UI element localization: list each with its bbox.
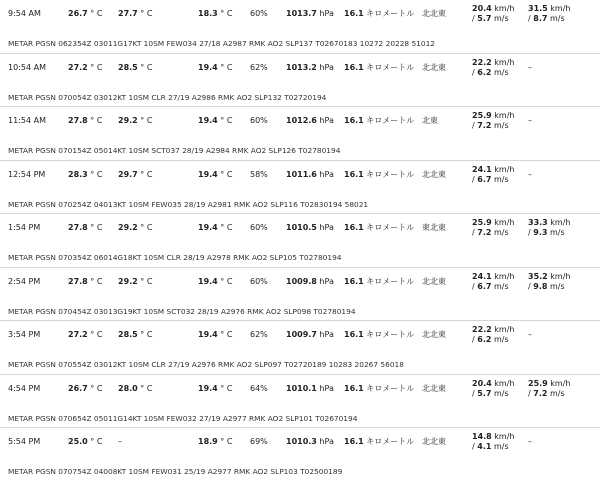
observation-row — [0, 54, 600, 106]
observation-values — [0, 0, 600, 28]
wind-direction-cell: 北東 — [422, 116, 438, 125]
feels-like-cell: 27.7 ° C — [118, 9, 153, 18]
visibility-cell: 16.1 キロメートル — [344, 9, 415, 18]
time-cell: 10:54 AM — [8, 62, 46, 72]
observation-values — [0, 375, 600, 403]
temperature-cell: 28.3 ° C — [68, 169, 103, 179]
time-cell: 12:54 PM — [8, 169, 46, 179]
wind-direction-cell: 北北東 — [422, 330, 446, 339]
metar-report: METAR PGSN 062354Z 03011G17KT 10SM FEW034 27/18 A2987 RMK AO2 SLP137 T02670183 10272 20228 51012 — [8, 39, 435, 48]
visibility-cell: 16.1 キロメートル — [344, 116, 415, 125]
humidity-cell: 62% — [250, 330, 268, 339]
metar-report: METAR PGSN 070354Z 06014G18KT 10SM CLR 28/19 A2978 RMK AO2 SLP105 T02780194 — [8, 253, 342, 262]
feels-like-cell: 28.5 ° C — [118, 330, 153, 339]
wind-gust-cell: 31.5 km/h / 8.7 m/s — [528, 4, 571, 23]
dew-point-cell: 19.4 ° C — [198, 62, 233, 72]
wind-speed-cell: 20.4 km/h / 5.7 m/s — [472, 378, 515, 398]
wind-direction-cell: 北北東 — [422, 62, 446, 72]
wind-speed-cell: 22.2 km/h / 6.2 m/s — [472, 325, 515, 344]
metar-report: METAR PGSN 070754Z 04008KT 10SM FEW031 25/19 A2977 RMK AO2 SLP103 T02500189 — [8, 467, 343, 476]
wind-gust-cell: 25.9 km/h / 7.2 m/s — [528, 378, 571, 398]
pressure-cell: 1009.7 hPa — [286, 330, 334, 339]
wind-direction-cell: 北北東 — [422, 383, 446, 393]
feels-like-cell: – — [118, 437, 122, 446]
temperature-cell: 27.2 ° C — [68, 330, 103, 339]
metar-report: METAR PGSN 070154Z 05014KT 10SM SCT037 28/19 A2984 RMK AO2 SLP126 T02780194 — [8, 146, 341, 155]
wind-gust-cell: – — [528, 169, 532, 179]
observation-row — [0, 214, 600, 266]
visibility-cell: 16.1 キロメートル — [344, 223, 415, 232]
wind-speed-cell: 25.9 km/h / 7.2 m/s — [472, 218, 515, 237]
observation-values — [0, 428, 600, 456]
pressure-cell: 1011.6 hPa — [286, 169, 334, 179]
observation-values — [0, 321, 600, 349]
pressure-cell: 1012.6 hPa — [286, 116, 334, 125]
metar-report: METAR PGSN 070454Z 03013G19KT 10SM SCT032 28/19 A2976 RMK AO2 SLP098 T02780194 — [8, 306, 356, 316]
wind-direction-cell: 北北東 — [422, 169, 446, 179]
feels-like-cell: 28.5 ° C — [118, 62, 153, 72]
humidity-cell: 60% — [250, 276, 268, 286]
wind-direction-cell: 東北東 — [422, 223, 446, 232]
metar-report: METAR PGSN 070554Z 03012KT 10SM CLR 27/19 A2976 RMK AO2 SLP097 T02720189 10283 20267 56018 — [8, 360, 404, 369]
feels-like-cell: 29.2 ° C — [118, 276, 153, 286]
pressure-cell: 1010.5 hPa — [286, 223, 334, 232]
temperature-cell: 27.8 ° C — [68, 223, 103, 232]
time-cell: 4:54 PM — [8, 383, 41, 393]
time-cell: 11:54 AM — [8, 116, 46, 125]
observation-row — [0, 321, 600, 373]
observation-row — [0, 268, 600, 320]
observation-row — [0, 161, 600, 213]
wind-gust-cell: – — [528, 116, 532, 125]
wind-speed-cell: 14.8 km/h / 4.1 m/s — [472, 432, 515, 451]
observation-values — [0, 107, 600, 135]
observation-values — [0, 161, 600, 189]
pressure-cell: 1013.2 hPa — [286, 62, 334, 72]
pressure-cell: 1009.8 hPa — [286, 276, 334, 286]
observation-row — [0, 428, 600, 480]
wind-speed-cell: 22.2 km/h / 6.2 m/s — [472, 57, 515, 77]
wind-direction-cell: 北北東 — [422, 437, 446, 446]
time-cell: 3:54 PM — [8, 330, 41, 339]
time-cell: 9:54 AM — [8, 9, 41, 18]
visibility-cell: 16.1 キロメートル — [344, 383, 415, 393]
observation-row — [0, 375, 600, 427]
temperature-cell: 27.8 ° C — [68, 276, 103, 286]
wind-gust-cell: 35.2 km/h / 9.8 m/s — [528, 271, 571, 291]
wind-gust-cell: – — [528, 330, 532, 339]
time-cell: 2:54 PM — [8, 276, 41, 286]
observation-values — [0, 268, 600, 296]
observation-values — [0, 54, 600, 82]
observation-row — [0, 0, 600, 52]
visibility-cell: 16.1 キロメートル — [344, 330, 415, 339]
observation-row — [0, 107, 600, 159]
dew-point-cell: 19.4 ° C — [198, 330, 233, 339]
dew-point-cell: 18.3 ° C — [198, 9, 233, 18]
time-cell: 1:54 PM — [8, 223, 41, 232]
humidity-cell: 62% — [250, 62, 268, 72]
feels-like-cell: 29.2 ° C — [118, 223, 153, 232]
wind-speed-cell: 20.4 km/h / 5.7 m/s — [472, 4, 515, 23]
temperature-cell: 26.7 ° C — [68, 383, 103, 393]
dew-point-cell: 19.4 ° C — [198, 276, 233, 286]
humidity-cell: 64% — [250, 383, 268, 393]
humidity-cell: 60% — [250, 9, 268, 18]
humidity-cell: 58% — [250, 169, 268, 179]
dew-point-cell: 19.4 ° C — [198, 223, 233, 232]
wind-speed-cell: 24.1 km/h / 6.7 m/s — [472, 164, 515, 184]
wind-gust-cell: 33.3 km/h / 9.3 m/s — [528, 218, 571, 237]
observation-values — [0, 214, 600, 242]
metar-report: METAR PGSN 070654Z 05011G14KT 10SM FEW032 27/19 A2977 RMK AO2 SLP101 T02670194 — [8, 413, 358, 423]
temperature-cell: 25.0 ° C — [68, 437, 103, 446]
feels-like-cell: 29.2 ° C — [118, 116, 153, 125]
temperature-cell: 27.8 ° C — [68, 116, 103, 125]
temperature-cell: 27.2 ° C — [68, 62, 103, 72]
humidity-cell: 60% — [250, 223, 268, 232]
dew-point-cell: 19.4 ° C — [198, 116, 233, 125]
wind-gust-cell: – — [528, 62, 532, 72]
visibility-cell: 16.1 キロメートル — [344, 276, 415, 286]
metar-report: METAR PGSN 070054Z 03012KT 10SM CLR 27/19 A2986 RMK AO2 SLP132 T02720194 — [8, 92, 327, 102]
dew-point-cell: 18.9 ° C — [198, 437, 233, 446]
pressure-cell: 1010.1 hPa — [286, 383, 334, 393]
visibility-cell: 16.1 キロメートル — [344, 62, 415, 72]
wind-direction-cell: 北北東 — [422, 9, 446, 18]
wind-speed-cell: 25.9 km/h / 7.2 m/s — [472, 111, 515, 130]
humidity-cell: 60% — [250, 116, 268, 125]
visibility-cell: 16.1 キロメートル — [344, 437, 415, 446]
feels-like-cell: 29.7 ° C — [118, 169, 153, 179]
metar-report: METAR PGSN 070254Z 04013KT 10SM FEW035 28/19 A2981 RMK AO2 SLP116 T02830194 58021 — [8, 199, 369, 209]
pressure-cell: 1013.7 hPa — [286, 9, 334, 18]
wind-speed-cell: 24.1 km/h / 6.7 m/s — [472, 271, 515, 291]
temperature-cell: 26.7 ° C — [68, 9, 103, 18]
wind-direction-cell: 北北東 — [422, 276, 446, 286]
wind-gust-cell: – — [528, 437, 532, 446]
time-cell: 5:54 PM — [8, 437, 41, 446]
pressure-cell: 1010.3 hPa — [286, 437, 334, 446]
feels-like-cell: 28.0 ° C — [118, 383, 153, 393]
humidity-cell: 69% — [250, 437, 268, 446]
dew-point-cell: 19.4 ° C — [198, 383, 233, 393]
visibility-cell: 16.1 キロメートル — [344, 169, 415, 179]
dew-point-cell: 19.4 ° C — [198, 169, 233, 179]
